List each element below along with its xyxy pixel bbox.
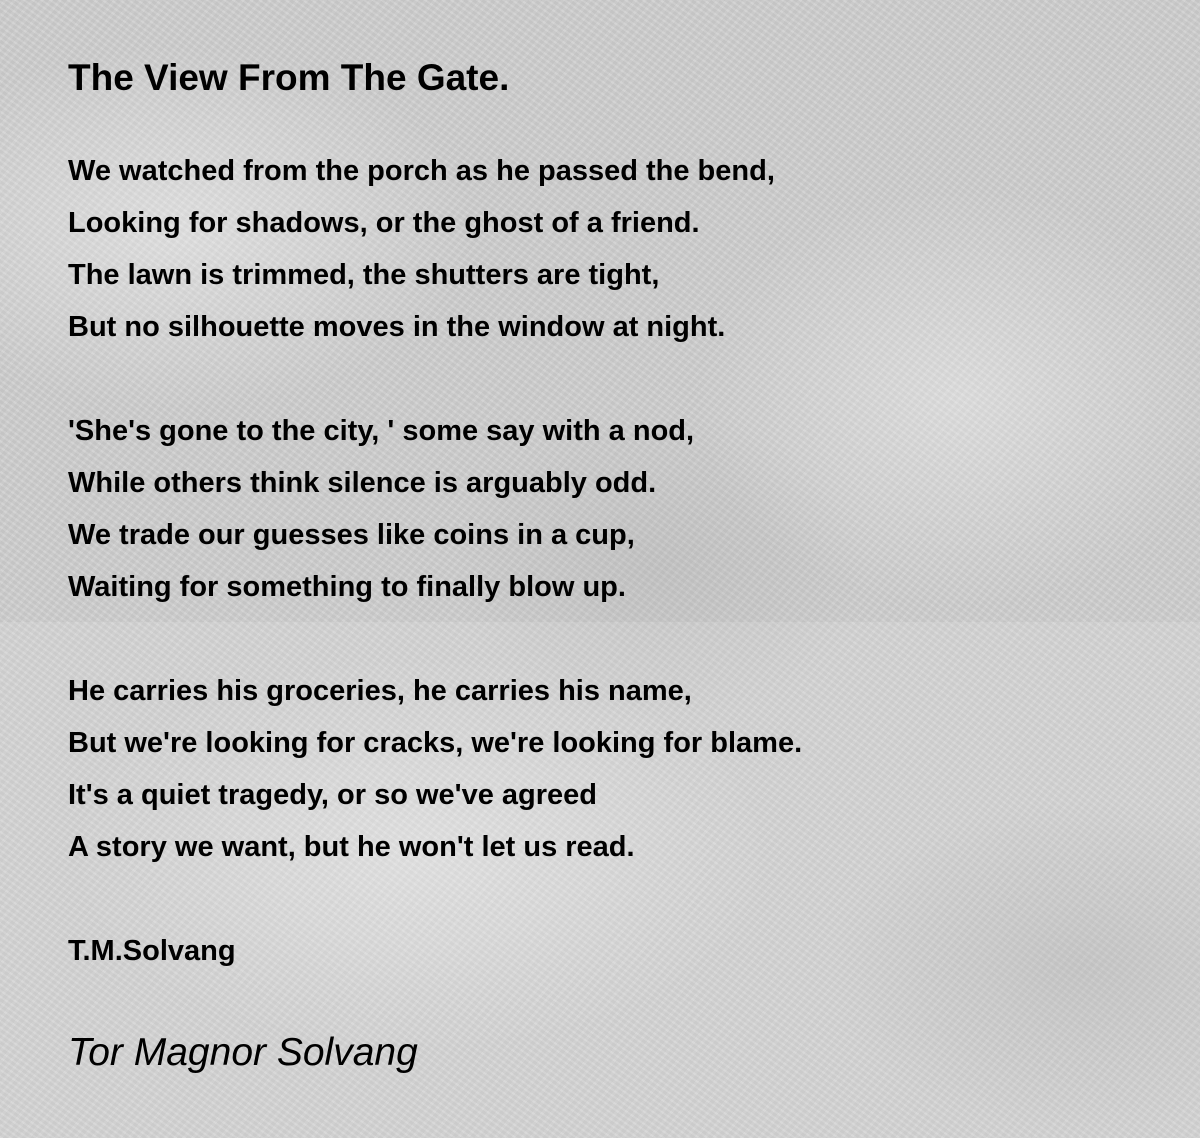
poem-line: Looking for shadows, or the ghost of a friend.	[68, 207, 700, 239]
poem-line: It's a quiet tragedy, or so we've agreed	[68, 779, 597, 811]
poem-line: Waiting for something to finally blow up.	[68, 571, 626, 603]
stanza-3	[68, 665, 1168, 873]
author-name: Tor Magnor Solvang	[68, 1031, 418, 1074]
poem-line: We trade our guesses like coins in a cup,	[68, 519, 635, 551]
stanza-2	[68, 405, 1168, 613]
poem-line: A story we want, but he won't let us read.	[68, 831, 635, 863]
poem-line: But we're looking for cracks, we're looking for blame.	[68, 727, 803, 759]
poem-container	[68, 52, 1168, 1079]
poem-line: While others think silence is arguably odd.	[68, 467, 657, 499]
poem-line: But no silhouette moves in the window at night.	[68, 311, 726, 343]
stanza-1	[68, 145, 1168, 353]
poem-line: 'She's gone to the city, ' some say with a nod,	[68, 415, 695, 447]
poem-line: We watched from the porch as he passed the bend,	[68, 155, 775, 187]
poem-signature: T.M.Solvang	[68, 935, 236, 967]
poem-line: The lawn is trimmed, the shutters are tight,	[68, 259, 660, 291]
poem-line: He carries his groceries, he carries his name,	[68, 675, 692, 707]
poem-body	[68, 145, 1168, 873]
poem-title: The View From The Gate.	[68, 57, 510, 98]
